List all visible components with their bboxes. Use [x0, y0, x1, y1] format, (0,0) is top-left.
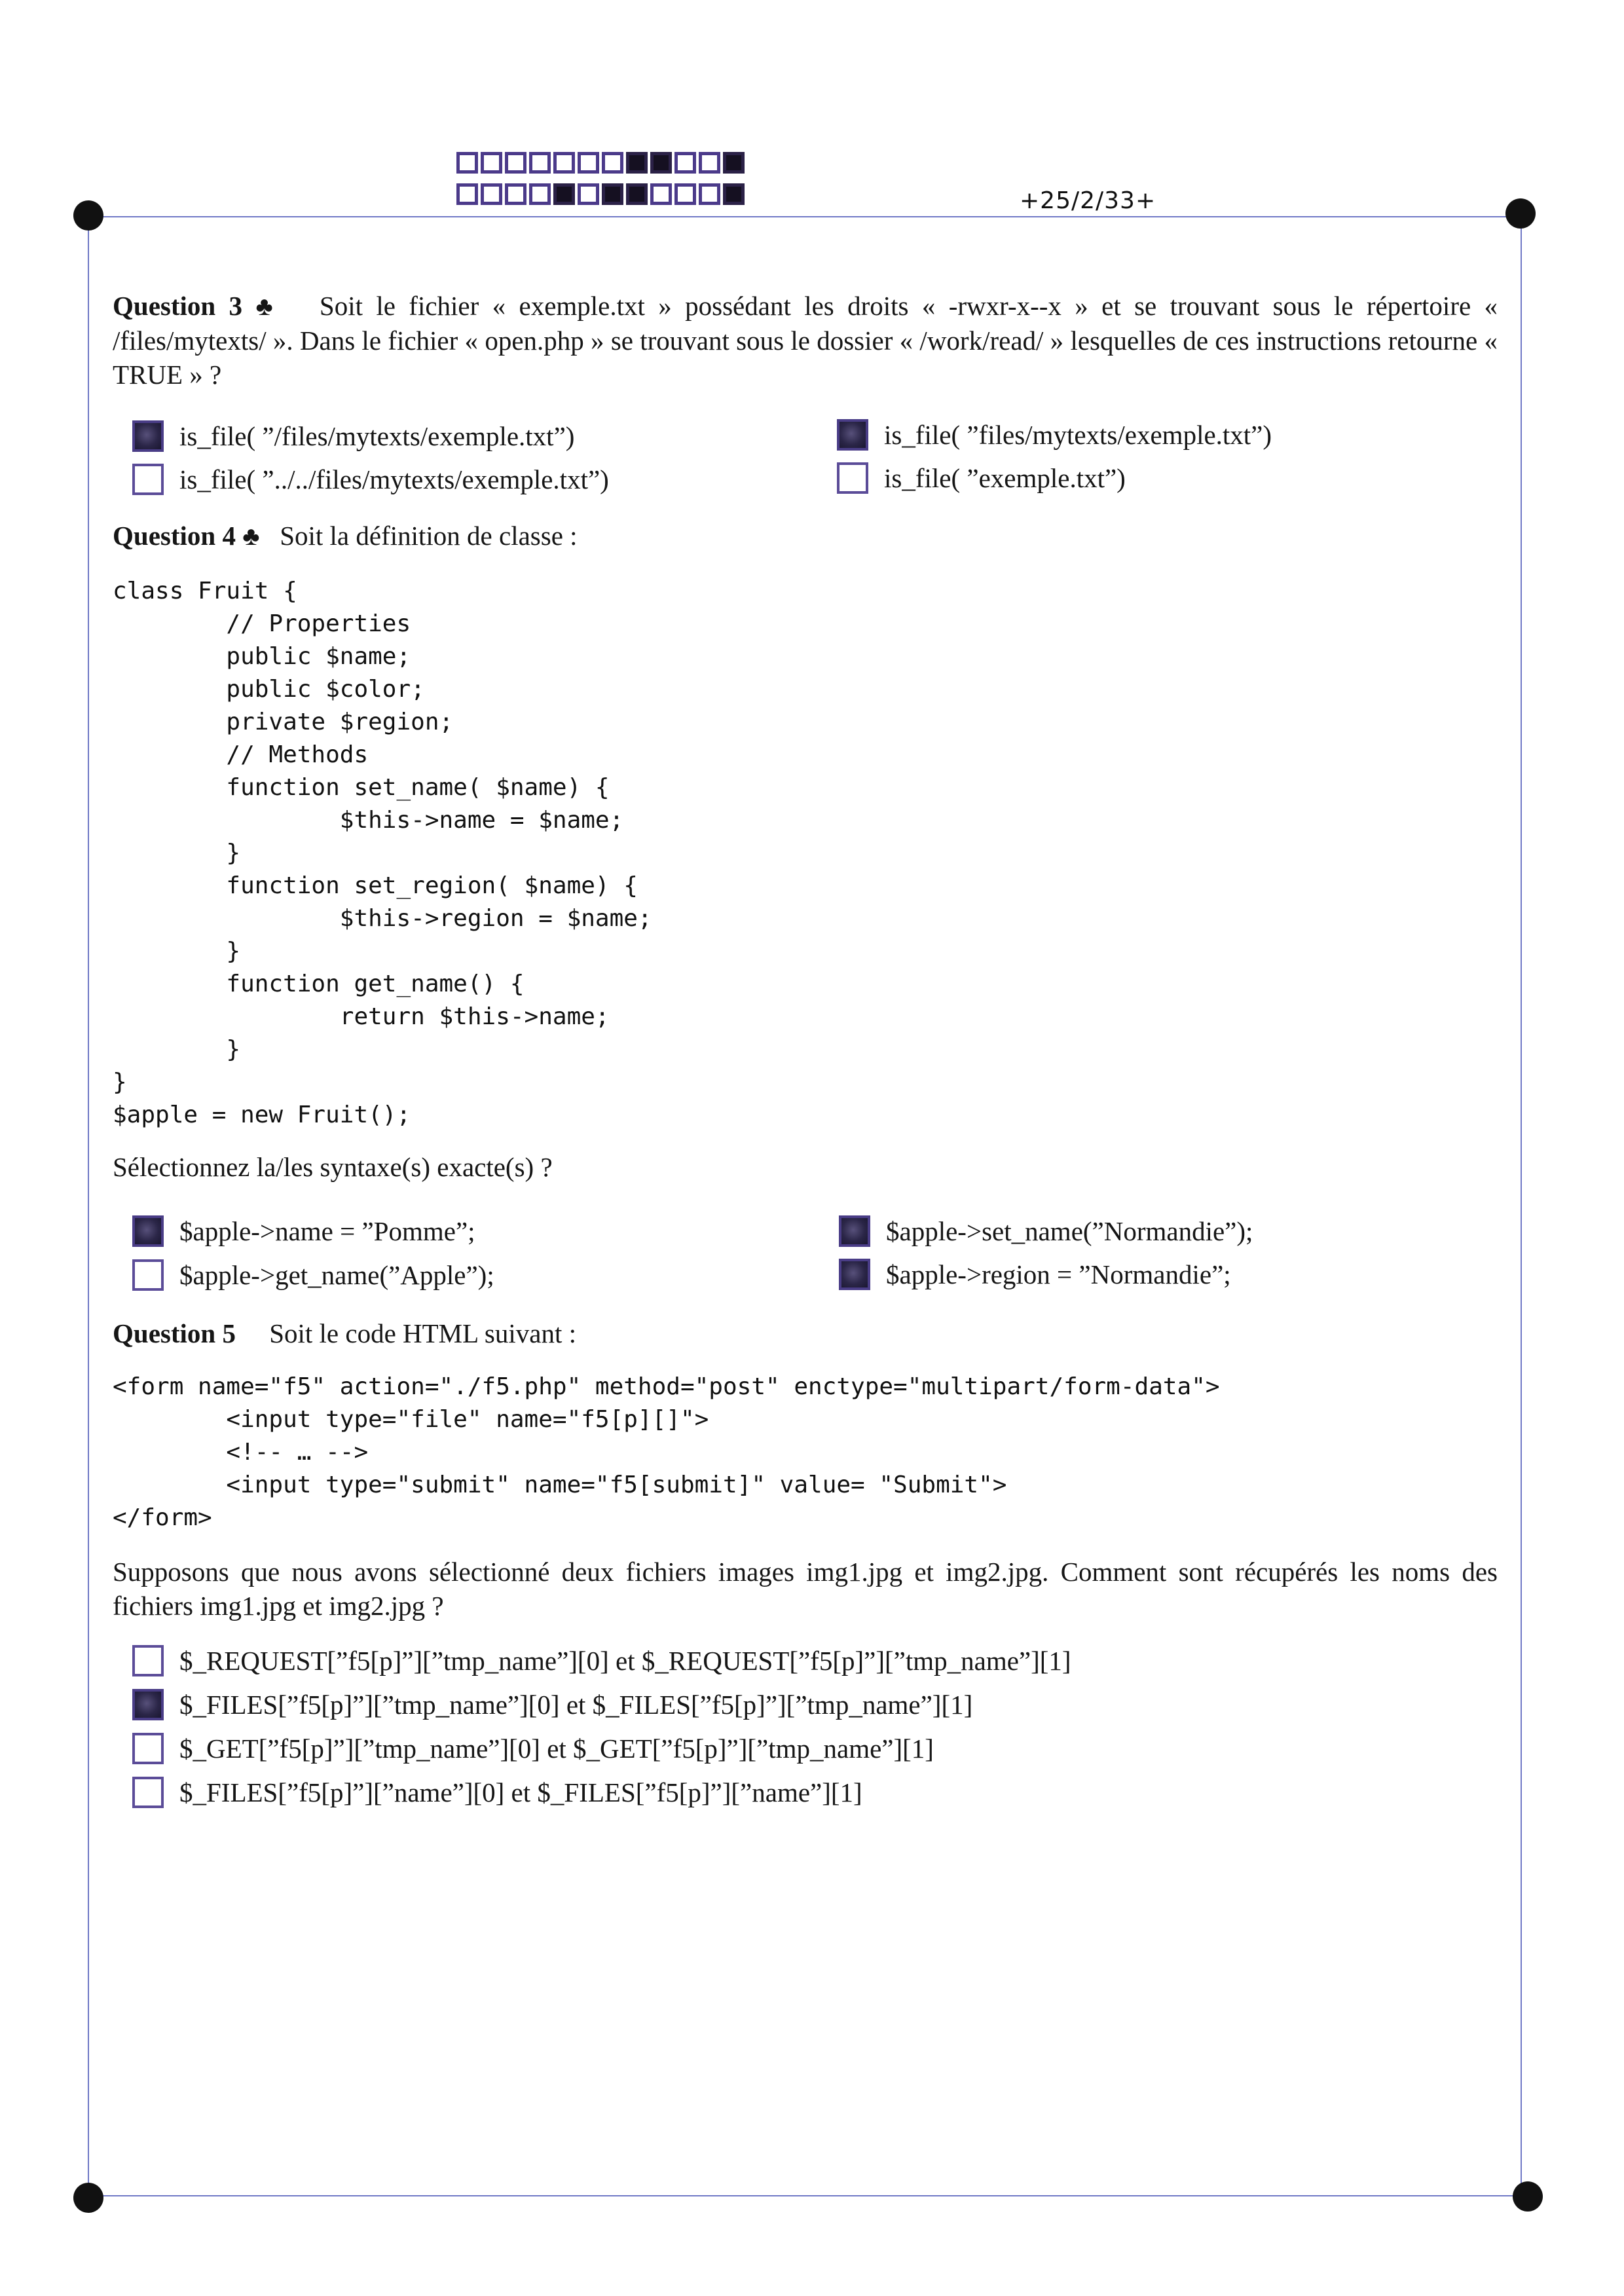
code-box-empty: [505, 152, 526, 174]
question-5-text: Soit le code HTML suivant :: [269, 1318, 576, 1348]
class-code-block: class Fruit { // Properties public $name; public $color; private $region; // Methods function set_name( $name) { $this->name = $name; } function set_region( $name) { $this->region = $name; } function get_name() { return $this->name; } } $apple = new Fruit();: [113, 578, 652, 1128]
choice-label: is_file( ”exemple.txt”): [884, 463, 1126, 493]
checkbox[interactable]: [132, 1733, 164, 1764]
question-3: [113, 289, 1498, 392]
corner-marker-top-left: [73, 200, 103, 231]
choice-label: $_GET[”f5[p]”][”tmp_name”][0] et $_GET[”f5[p]”][”tmp_name”][1]: [179, 1733, 934, 1764]
choice-label: $apple->get_name(”Apple”);: [179, 1260, 494, 1290]
frame-left-line: [88, 216, 89, 2196]
q3-choice-3[interactable]: [837, 415, 1272, 454]
question-5-title: Question 5: [113, 1318, 236, 1348]
code-box-empty: [674, 183, 696, 205]
html-code-block: <form name="f5" action="./f5.php" method="post" enctype="multipart/form-data"> <input type="file" name="f5[p][]"> <!-- … --> <input type="submit" name="f5[submit]" value= "Submit"> </form>: [113, 1373, 1220, 1531]
choice-label: is_file( ”/files/mytexts/exemple.txt”): [179, 421, 575, 451]
code-box-empty: [699, 183, 720, 205]
scan-code-bar-top: [456, 152, 745, 174]
checkbox[interactable]: [837, 419, 868, 451]
code-box-filled: [650, 152, 672, 174]
choice-label: $apple->region = ”Normandie”;: [886, 1259, 1231, 1289]
checkbox[interactable]: [132, 1259, 164, 1291]
code-box-empty: [699, 152, 720, 174]
code-box-empty: [578, 152, 599, 174]
club-icon: ♣: [242, 521, 260, 551]
checkbox[interactable]: [132, 1645, 164, 1676]
q3-choice-2[interactable]: [132, 460, 609, 499]
checkbox[interactable]: [132, 1215, 164, 1247]
q4-choice-4[interactable]: [839, 1255, 1231, 1294]
code-box-filled: [602, 183, 623, 205]
code-box-filled: [723, 152, 745, 174]
code-box-empty: [505, 183, 526, 205]
checkbox[interactable]: [132, 464, 164, 495]
q3-choice-4[interactable]: [837, 458, 1126, 498]
club-icon: ♣: [255, 291, 280, 321]
question-3-title: Question 3: [113, 291, 243, 321]
q3-choice-1[interactable]: [132, 417, 574, 456]
choice-label: $_REQUEST[”f5[p]”][”tmp_name”][0] et $_REQUEST[”f5[p]”][”tmp_name”][1]: [179, 1646, 1071, 1676]
corner-marker-bottom-left: [73, 2183, 103, 2213]
code-box-empty: [529, 183, 551, 205]
choice-label: $apple->set_name(”Normandie”);: [886, 1216, 1253, 1246]
q5-choice-3[interactable]: [132, 1729, 934, 1768]
q4-choice-1[interactable]: [132, 1212, 475, 1251]
q4-choice-3[interactable]: [839, 1212, 1253, 1251]
code-box-empty: [481, 152, 502, 174]
choice-label: is_file( ”../../files/mytexts/exemple.txt”): [179, 464, 609, 494]
q4-choice-2[interactable]: [132, 1255, 494, 1295]
code-box-filled: [723, 183, 745, 205]
checkbox[interactable]: [132, 420, 164, 452]
frame-bottom-line: [88, 2195, 1528, 2196]
question-5-prompt: Supposons que nous avons sélectionné deux fichiers images img1.jpg et img2.jpg. Comment sont récupérés les noms des fichiers img1.jpg et img2.jpg ?: [113, 1557, 1498, 1621]
frame-right-line: [1521, 216, 1522, 2196]
q5-choice-4[interactable]: [132, 1773, 862, 1812]
choice-label: $apple->name = ”Pomme”;: [179, 1216, 475, 1246]
choice-label: $_FILES[”f5[p]”][”name”][0] et $_FILES[”f5[p]”][”name”][1]: [179, 1777, 862, 1807]
frame-top-line: [88, 216, 1521, 217]
question-4-text: Soit la définition de classe :: [280, 521, 578, 551]
checkbox[interactable]: [839, 1259, 870, 1290]
corner-marker-bottom-right: [1513, 2181, 1543, 2212]
code-box-empty: [481, 183, 502, 205]
code-box-filled: [553, 183, 575, 205]
code-box-empty: [456, 183, 478, 205]
code-box-empty: [650, 183, 672, 205]
question-5: [113, 1316, 576, 1350]
corner-marker-top-right: [1505, 198, 1536, 229]
checkbox[interactable]: [132, 1689, 164, 1720]
code-box-empty: [529, 152, 551, 174]
q5-choice-2[interactable]: [132, 1685, 972, 1724]
code-box-empty: [456, 152, 478, 174]
code-box-filled: [626, 183, 648, 205]
q5-choice-1[interactable]: [132, 1641, 1071, 1680]
question-4-prompt: Sélectionnez la/les syntaxe(s) exacte(s) ?: [113, 1152, 553, 1182]
question-4-title: Question 4: [113, 521, 236, 551]
question-4: [113, 519, 578, 553]
code-box-empty: [553, 152, 575, 174]
choice-label: is_file( ”files/mytexts/exemple.txt”): [884, 420, 1272, 450]
choice-label: $_FILES[”f5[p]”][”tmp_name”][0] et $_FILES[”f5[p]”][”tmp_name”][1]: [179, 1690, 973, 1720]
code-box-empty: [578, 183, 599, 205]
code-box-filled: [626, 152, 648, 174]
checkbox[interactable]: [839, 1215, 870, 1247]
code-box-empty: [674, 152, 696, 174]
scan-code-bar-bottom: [456, 183, 745, 205]
checkbox[interactable]: [837, 462, 868, 494]
checkbox[interactable]: [132, 1777, 164, 1808]
question-3-text: Soit le fichier « exemple.txt » possédant les droits « -rwxr-x--x » et se trouvant sous le répertoire « /files/mytexts/ ». Dans le fichier « open.php » se trouvant sous le dossier « /work/read/ » lesquelles de ces instructions retourne « TRUE » ?: [113, 291, 1498, 390]
page-identifier: +25/2/33+: [1020, 187, 1156, 214]
code-box-empty: [602, 152, 623, 174]
